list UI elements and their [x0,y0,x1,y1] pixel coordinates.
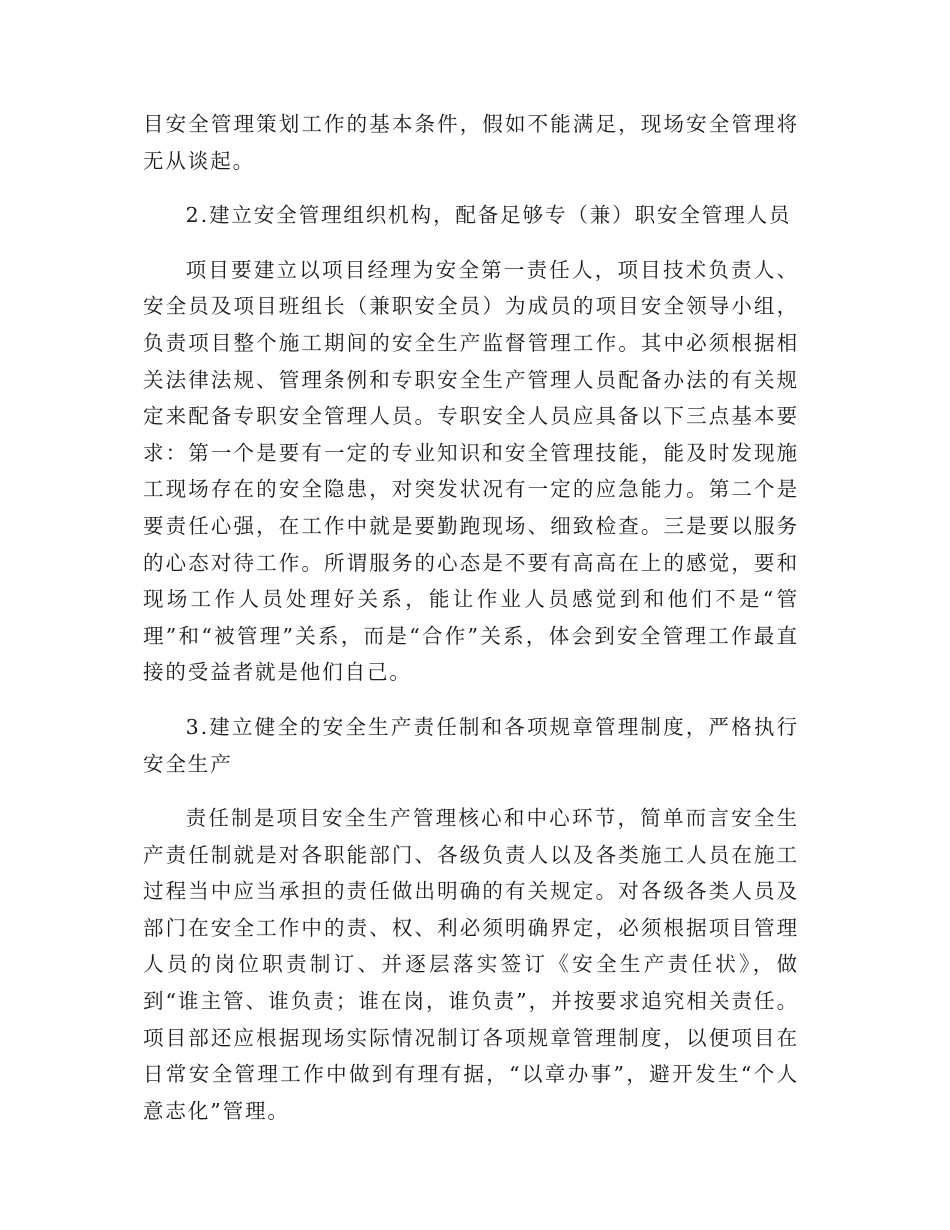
section-heading-3: 3.建立健全的安全生产责任制和各项规章管理制度，严格执行安全生产 [143,714,799,776]
paragraph-responsibility-system: 责任制是项目安全生产管理核心和中心环节，简单而言安全生产责任制就是对各职能部门、各级负责人以及各类施工人员在施工过程当中应当承担的责任做出明确的有关规定。对各级各类人员及部门在安全工作中的责、权、利必须明确界定，必须根据项目管理人员的岗位职责制订、并逐层落实签订《安全生产责任状》，做到“谁主管、谁负责；谁在岗，谁负责”，并按要求追究相关责任。项目部还应根据现场实际情况制订各项规章管理制度，以便项目在日常安全管理工作中做到有理有据，“以章办事”，避开发生“个人意志化”管理。 [143,806,799,1123]
section-heading-2: 2.建立安全管理组织机构，配备足够专（兼）职安全管理人员 [185,203,792,228]
document-body [143,106,799,1129]
paragraph-continuation: 目安全管理策划工作的基本条件，假如不能满足，现场安全管理将无从谈起。 [143,112,799,173]
paragraph-safety-organization: 项目要建立以项目经理为安全第一责任人，项目技术负责人、安全员及项目班组长（兼职安全员）为成员的项目安全领导小组，负责项目整个施工期间的安全生产监督管理工作。其中必须根据相关法律法规、管理条例和专职安全生产管理人员配备办法的有关规定来配备专职安全管理人员。专职安全人员应具备以下三点基本要求：第一个是要有一定的专业知识和安全管理技能，能及时发现施工现场存在的安全隐患，对突发状况有一定的应急能力。第二个是要责任心强，在工作中就是要勤跑现场、细致检查。三是要以服务的心态对待工作。所谓服务的心态是不要有高高在上的感觉，要和现场工作人员处理好关系，能让作业人员感觉到和他们不是“管理”和“被管理”关系，而是“合作”关系，体会到安全管理工作最直接的受益者就是他们自己。 [143,257,799,685]
